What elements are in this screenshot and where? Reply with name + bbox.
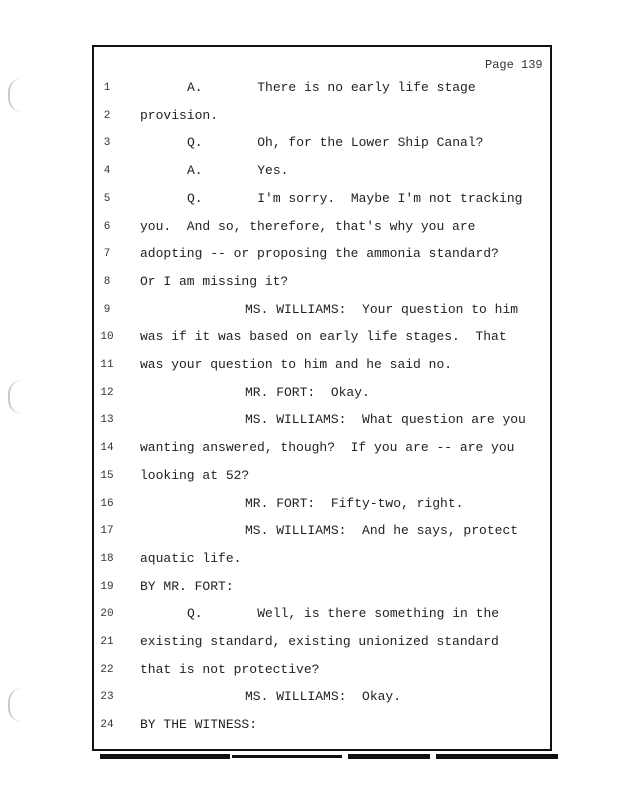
line-number: 15: [100, 469, 114, 482]
line-number: 11: [100, 359, 114, 371]
transcript-line: [0, 551, 600, 571]
transcript-line: [0, 523, 600, 543]
transcript-line: [0, 246, 600, 266]
transcript-line: [0, 274, 600, 294]
line-number: 8: [103, 275, 111, 288]
transcript-line: [0, 468, 600, 488]
line-text: you. And so, therefore, that's why you are: [140, 218, 476, 234]
line-number: 4: [103, 165, 111, 178]
transcript-line: [0, 606, 600, 626]
transcript-line: [0, 163, 600, 183]
line-number: 18: [100, 552, 114, 565]
line-text: wanting answered, though? If you are -- are you: [140, 440, 515, 456]
line-text: MS. WILLIAMS: What question are you: [245, 412, 526, 428]
line-text: MS. WILLIAMS: Okay.: [245, 689, 402, 705]
line-number: 17: [100, 525, 114, 538]
line-number: 2: [103, 109, 111, 122]
line-text: looking at 52?: [140, 467, 250, 483]
line-text: Or I am missing it?: [140, 273, 289, 289]
transcript-line: [0, 191, 600, 211]
line-text: Q. I'm sorry. Maybe I'm not tracking: [187, 190, 523, 206]
line-text: BY THE WITNESS:: [140, 717, 258, 733]
line-text: MR. FORT: Okay.: [245, 384, 370, 400]
transcript-line: [0, 302, 600, 322]
line-text: aquatic life.: [140, 550, 242, 566]
transcript-line: [0, 108, 600, 128]
transcript-line: [0, 385, 600, 405]
line-number: 6: [103, 220, 111, 233]
transcript-line: [0, 496, 600, 516]
transcript-line: [0, 440, 600, 460]
line-number: 13: [100, 414, 114, 427]
line-number: 14: [100, 442, 114, 455]
line-number: 12: [100, 386, 114, 399]
transcript-line: [0, 634, 600, 654]
line-text: MR. FORT: Fifty-two, right.: [245, 495, 464, 511]
transcript-line: [0, 662, 600, 682]
line-number: 10: [100, 331, 114, 344]
transcript-line: [0, 80, 600, 100]
line-text: existing standard, existing unionized standard: [140, 634, 499, 649]
line-text: A. Yes.: [187, 163, 289, 179]
line-number: 9: [103, 303, 111, 316]
line-text: Q. Oh, for the Lower Ship Canal?: [187, 135, 484, 151]
line-text: was if it was based on early life stages. That: [140, 329, 507, 345]
line-number: 19: [100, 580, 114, 593]
line-number: 22: [100, 663, 114, 676]
line-text: BY MR. FORT:: [140, 578, 234, 594]
line-number: 24: [100, 719, 114, 732]
page-number: Page 139: [485, 58, 543, 72]
transcript-line: [0, 219, 600, 239]
line-text: A. There is no early life stage: [187, 80, 476, 95]
line-number: 5: [103, 192, 111, 205]
line-text: MS. WILLIAMS: And he says, protect: [245, 523, 519, 539]
line-text: that is not protective?: [140, 661, 320, 677]
transcript-line: [0, 357, 600, 377]
line-text: provision.: [140, 107, 219, 123]
footer-bar: [436, 754, 558, 759]
line-number: 7: [103, 248, 111, 261]
line-text: was your question to him and he said no.: [140, 357, 453, 372]
line-number: 20: [100, 608, 114, 621]
footer-bar: [232, 755, 342, 758]
line-number: 16: [100, 497, 114, 510]
transcript-line: [0, 717, 600, 737]
transcript-line: [0, 579, 600, 599]
line-number: 21: [100, 636, 114, 648]
line-number: 3: [103, 137, 111, 150]
footer-bar: [348, 754, 430, 759]
transcript-line: [0, 689, 600, 709]
transcript-line: [0, 329, 600, 349]
footer-bar: [100, 754, 230, 759]
line-text: Q. Well, is there something in the: [187, 606, 500, 622]
line-text: MS. WILLIAMS: Your question to him: [245, 301, 519, 317]
transcript-line: [0, 412, 600, 432]
line-text: adopting -- or proposing the ammonia standard?: [140, 246, 499, 262]
line-number: 1: [103, 82, 111, 94]
line-number: 23: [100, 691, 114, 704]
transcript-line: [0, 135, 600, 155]
